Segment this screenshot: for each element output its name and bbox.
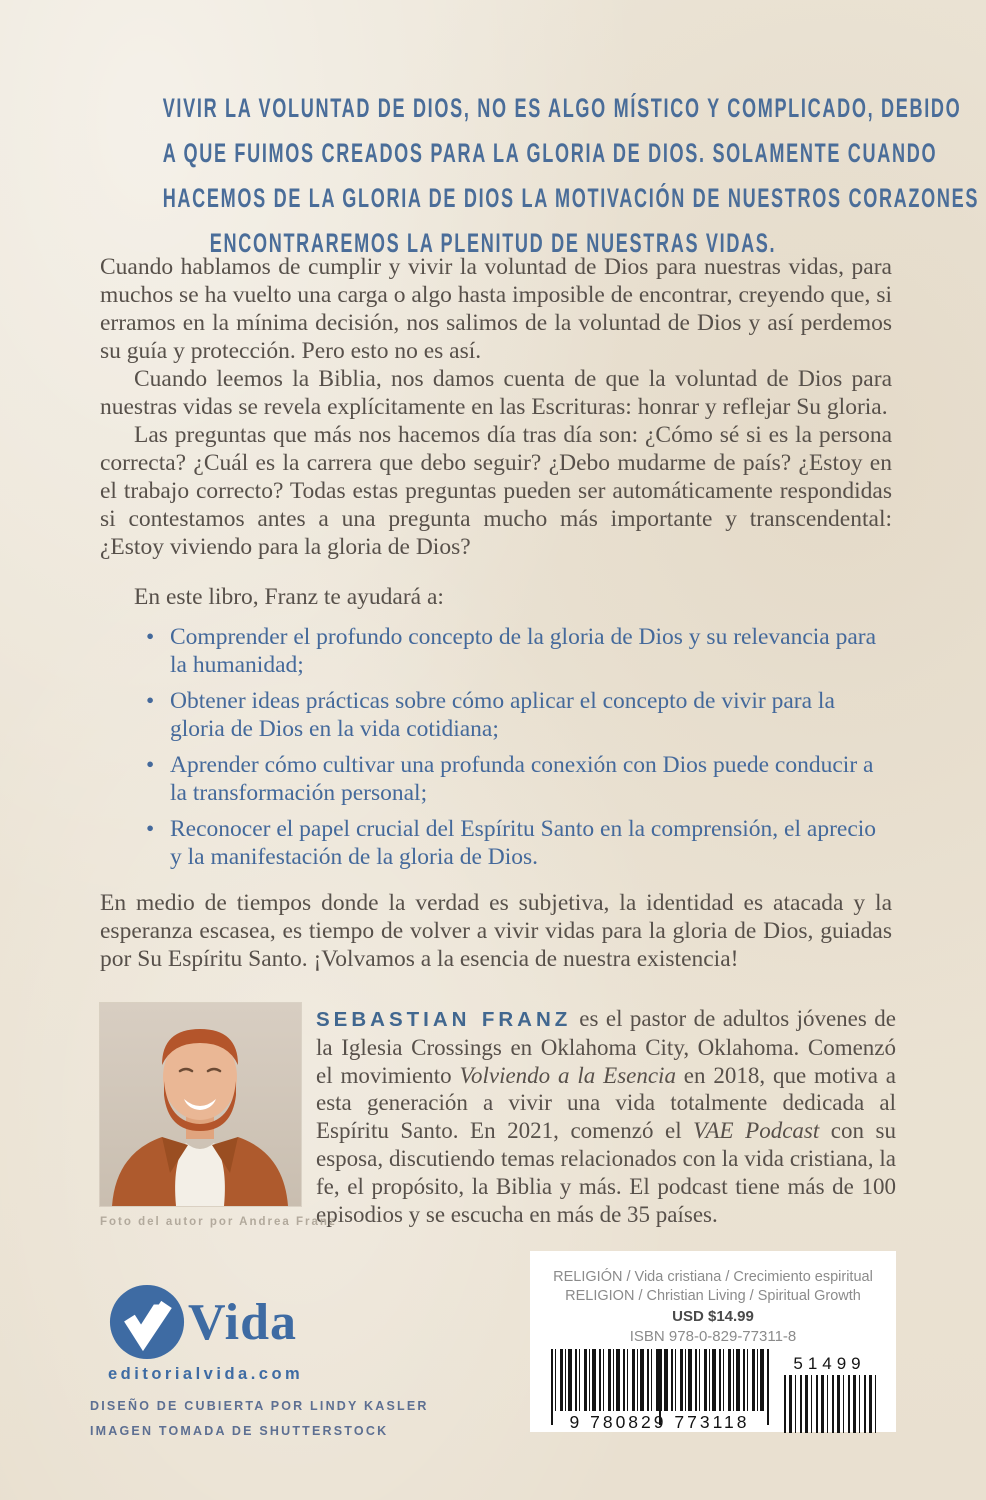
barcode-row: [551, 1349, 876, 1433]
bio-italic-title: Volviendo a la Esencia: [459, 1062, 676, 1088]
benefit-text: Comprender el profundo concepto de la gloria de Dios y su relevancia para la humanidad;: [170, 624, 877, 678]
paragraph: Cuando hablamos de cumplir y vivir la voluntad de Dios para nuestras vidas, para muchos se ha vuelto una carga o algo hasta imposible de encontrar, creyendo que, si erramos en la mínima decisión, nos salimos de la voluntad de Dios y así perdemos su guía y protección. Pero esto no es así.: [100, 254, 892, 364]
isbn-label: ISBN 978-0-829-77311-8: [629, 1328, 797, 1345]
publisher-website: editorialvida.com: [108, 1365, 304, 1383]
bullet-icon: •: [146, 624, 155, 650]
author-name: SEBASTIAN FRANZ: [316, 1008, 572, 1031]
quote-line: ENCONTRAREMOS LA PLENITUD DE NUESTRAS VIDAS.: [209, 228, 777, 258]
vida-wordmark: Vida: [188, 1293, 297, 1351]
design-credits: [90, 1394, 429, 1444]
benefit-text: Obtener ideas prácticas sobre cómo aplicar el concepto de vivir para la gloria de Dios en la vida cotidiana;: [170, 688, 835, 742]
category-line-es: RELIGIÓN / Vida cristiana / Crecimiento espiritual: [553, 1269, 873, 1285]
intro-line: En este libro, Franz te ayudará a:: [134, 584, 444, 610]
publisher-logo: [108, 1283, 303, 1384]
benefit-item: [146, 623, 892, 679]
author-bio: [316, 1005, 896, 1228]
supplemental-barcode: [784, 1355, 876, 1433]
benefit-item: [146, 751, 892, 807]
barcode-panel: [530, 1251, 896, 1432]
credit-line: DISEÑO DE CUBIERTA POR LINDY KASLER: [90, 1399, 429, 1413]
bio-text-segment: con su esposa, discutiendo temas relacionados con la vida cristiana, la fe, el propósito, la Biblia y más. El podcast tiene más de 100 episodios y se escucha en más de 35 países.: [316, 1118, 896, 1227]
logo-row: [108, 1283, 303, 1361]
quote-line: A QUE FUIMOS CREADOS PARA LA GLORIA DE DIOS. SOLAMENTE CUANDO: [162, 138, 938, 168]
bio-italic-title: VAE Podcast: [693, 1118, 820, 1144]
benefit-item: [146, 815, 892, 871]
benefit-item: [146, 687, 892, 743]
closing-paragraph: En medio de tiempos donde la verdad es subjetiva, la identidad es atacada y la esperanza escasea, es tiempo de volver a vivir vidas para la gloria de Dios, guiadas por Su Espíritu Santo. ¡Volvamos a la esencia de nuestra existencia!: [100, 890, 892, 972]
benefit-text: Aprender cómo cultivar una profunda conexión con Dios puede conducir a la transformación personal;: [170, 752, 874, 806]
body-copy: [100, 253, 892, 973]
quote-line: VIVIR LA VOLUNTAD DE DIOS, NO ES ALGO MÍSTICO Y COMPLICADO, DEBIDO: [162, 93, 962, 123]
photo-caption: Foto del autor por Andrea Franz: [100, 1216, 337, 1228]
credit-line: IMAGEN TOMADA DE SHUTTERSTOCK: [90, 1424, 389, 1438]
price-label: USD $14.99: [672, 1308, 754, 1325]
author-photo: [100, 1003, 301, 1206]
benefit-text: Reconocer el papel crucial del Espíritu Santo en la comprensión, el aprecio y la manifestación de la gloria de Dios.: [170, 816, 877, 870]
barcode-bars: [784, 1375, 876, 1433]
ean-digits: 9 780829 773118: [569, 1412, 750, 1432]
paragraph: Cuando leemos la Biblia, nos damos cuenta de que la voluntad de Dios para nuestras vidas se revela explícitamente en las Escrituras: honrar y reflejar Su gloria.: [100, 366, 892, 420]
bio-text-segment: es el pastor de adultos jóvenes de la Iglesia Crossings en Oklahoma City, Oklahoma. Comenzó el movimiento: [316, 1006, 896, 1088]
vida-check-icon: [108, 1283, 186, 1361]
quote-line: HACEMOS DE LA GLORIA DE DIOS LA MOTIVACIÓN DE NUESTROS CORAZONES: [162, 183, 980, 213]
category-line-en: RELIGION / Christian Living / Spiritual Growth: [565, 1288, 861, 1304]
ean-barcode: [551, 1349, 769, 1433]
author-portrait-illustration: [100, 1003, 301, 1206]
benefits-list: [100, 623, 892, 871]
bio-text-segment: en 2018, que motiva a esta generación a vivir una vida totalmente dedicada al Espíritu Santo. En 2021, comenzó el: [316, 1062, 896, 1144]
quote-block: [162, 86, 980, 266]
paragraph: Las preguntas que más nos hacemos día tras día son: ¿Cómo sé si es la persona correcta? ¿Cuál es la carrera que debo seguir? ¿Debo mudarme de país? ¿Estoy en el trabajo correcto? Todas estas preguntas pueden ser automáticamente respondidas si contestamos antes a una pregunta mucho más importante y transcendental: ¿Estoy viviendo para la gloria de Dios?: [100, 422, 892, 560]
price-code: 51499: [793, 1354, 866, 1373]
bullet-icon: •: [146, 816, 155, 842]
bullet-icon: •: [146, 752, 155, 778]
bullet-icon: •: [146, 688, 155, 714]
